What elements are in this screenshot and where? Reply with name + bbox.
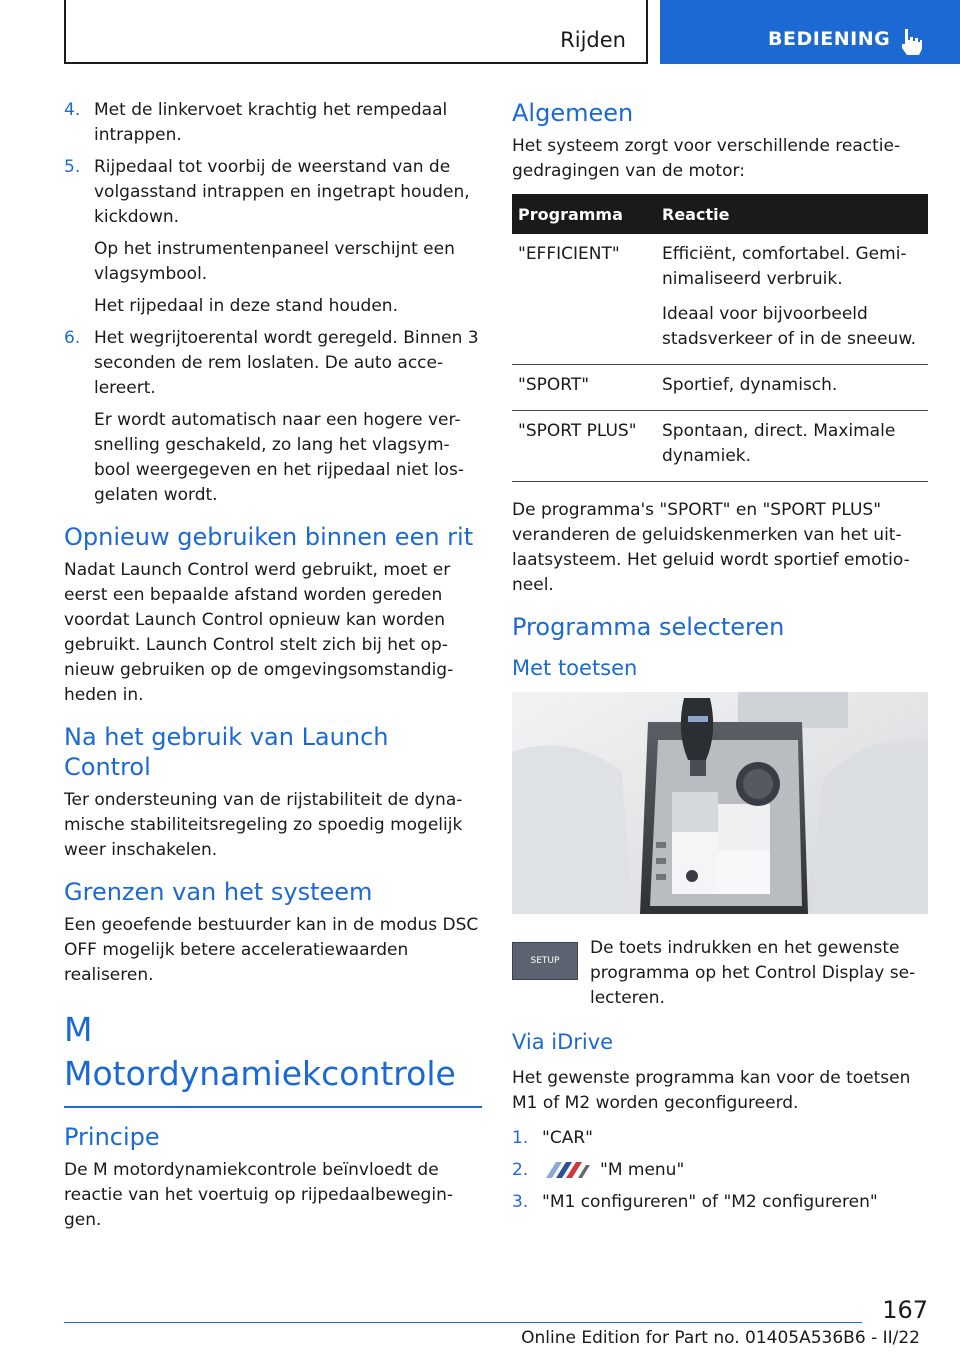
sound-paragraph: De programma's "SPORT" en "SPORT PLUS" veranderen de geluidskenmerken van het uit-laatsysteem. Het geluid wordt sportief emotio-neel. <box>512 500 910 595</box>
center-console-photo <box>512 692 928 914</box>
step-text: Rijpedaal tot voorbij de weerstand van de volgasstand intrappen en ingetrapt houden, kickdown. <box>94 157 470 227</box>
table-row <box>512 234 928 365</box>
table-row <box>512 411 928 482</box>
reaction-text: Sportief, dynamisch. <box>662 375 838 395</box>
limits-paragraph: Een geoefende bestuurder kan in de modus DSC OFF mogelijk betere acceleratiewaarden realiseren. <box>64 915 479 985</box>
after-use-heading: Na het gebruik van Launch Control <box>64 723 389 781</box>
table-header-reaction: Reactie <box>656 194 928 234</box>
page-number: 167 <box>882 1296 928 1324</box>
left-column <box>64 98 482 1243</box>
header-chapter-box <box>660 0 960 64</box>
main-section-title: M Motordynamiekcontrole <box>64 1008 482 1108</box>
step-number: 1. <box>512 1128 529 1148</box>
idrive-paragraph: Het gewenste programma kan voor de toetsen M1 of M2 worden geconfigureerd. <box>512 1068 911 1113</box>
step-text: "M1 configureren" of "M2 configureren" <box>542 1192 878 1212</box>
pointing-hand-icon <box>898 27 924 55</box>
program-cell: "SPORT" <box>512 365 656 411</box>
reaction-cell <box>656 411 928 482</box>
setup-instruction <box>512 936 928 1016</box>
setup-instruction-text: De toets indrukken en het gewenste programma op het Control Display se-lecteren. <box>590 938 916 1008</box>
table-header-row <box>512 194 928 234</box>
principle-heading: Principe <box>64 1123 160 1151</box>
list-item <box>64 98 482 148</box>
list-item <box>64 326 482 508</box>
program-table <box>512 194 928 482</box>
idrive-heading: Via iDrive <box>512 1030 614 1054</box>
program-cell: "EFFICIENT" <box>512 234 656 365</box>
reaction-text: Spontaan, direct. Maximale dynamiek. <box>662 421 896 466</box>
step-text: Het wegrijtoerental wordt geregeld. Binnen 3 seconden de rem loslaten. De auto acce-lereert. <box>94 328 479 398</box>
step-note: Op het instrumentenpaneel verschijnt een vlagsymbool. <box>94 239 455 284</box>
list-item <box>512 1126 928 1151</box>
step-number: 4. <box>64 100 81 120</box>
right-column <box>512 98 928 1222</box>
footer-rule <box>64 1322 862 1323</box>
general-paragraph: Het systeem zorgt voor verschillende reactie-gedragingen van de motor: <box>512 136 901 181</box>
edition-note: Online Edition for Part no. 01405A536B6 - II/22 <box>521 1328 920 1348</box>
table-header-program: Programma <box>512 194 656 234</box>
reaction-text: Ideaal voor bijvoorbeeld stadsverkeer of in de sneeuw. <box>662 304 917 349</box>
idrive-step-list <box>512 1126 928 1215</box>
after-use-paragraph: Ter ondersteuning van de rijstabiliteit de dyna-mische stabiliteitsregeling zo spoedig mogelijk weer inschakelen. <box>64 790 463 860</box>
m-stripes-icon <box>542 1162 594 1178</box>
reaction-cell <box>656 234 928 365</box>
list-item <box>512 1190 928 1215</box>
reuse-heading: Opnieuw gebruiken binnen een rit <box>64 523 474 551</box>
step-list <box>64 98 482 508</box>
step-text: "M menu" <box>600 1160 685 1180</box>
step-note: Het rijpedaal in deze stand houden. <box>94 296 398 316</box>
list-item <box>64 155 482 319</box>
select-heading: Programma selecteren <box>512 613 785 641</box>
step-text-with-icon <box>542 1158 928 1183</box>
limits-heading: Grenzen van het systeem <box>64 878 373 906</box>
header-chapter-title: BEDIENING <box>768 28 891 50</box>
step-note: Er wordt automatisch naar een hogere ver-snelling geschakeld, zo lang het vlagsym-bool weergegeven en het rijpedaal niet los-gelaten wordt. <box>94 410 464 505</box>
step-number: 3. <box>512 1192 529 1212</box>
table-row <box>512 365 928 411</box>
general-heading: Algemeen <box>512 99 634 127</box>
principle-paragraph: De M motordynamiekcontrole beïnvloedt de reactie van het voertuig op rijpedaalbewegin-gen. <box>64 1160 453 1230</box>
reuse-paragraph: Nadat Launch Control werd gebruikt, moet er eerst een bepaalde afstand worden gereden voordat Launch Control opnieuw kan worden gebruikt. Launch Control stelt zich bij het op-nieuw gebruiken op de omgevingsomstandig-heden in. <box>64 560 454 705</box>
reaction-cell <box>656 365 928 411</box>
header-section-title: Rijden <box>560 28 626 52</box>
reaction-text: Efficiënt, comfortabel. Gemi-nimaliseerd verbruik. <box>662 244 907 289</box>
program-cell: "SPORT PLUS" <box>512 411 656 482</box>
center-console-illustration <box>512 692 928 914</box>
step-text: Met de linkervoet krachtig het rempedaal intrappen. <box>94 100 448 145</box>
step-number: 2. <box>512 1160 529 1180</box>
step-text: "CAR" <box>542 1128 593 1148</box>
list-item <box>512 1158 928 1183</box>
setup-button: SETUP <box>512 942 578 980</box>
buttons-heading: Met toetsen <box>512 656 638 680</box>
step-number: 5. <box>64 157 81 177</box>
step-number: 6. <box>64 328 81 348</box>
header-section-box <box>64 0 648 64</box>
